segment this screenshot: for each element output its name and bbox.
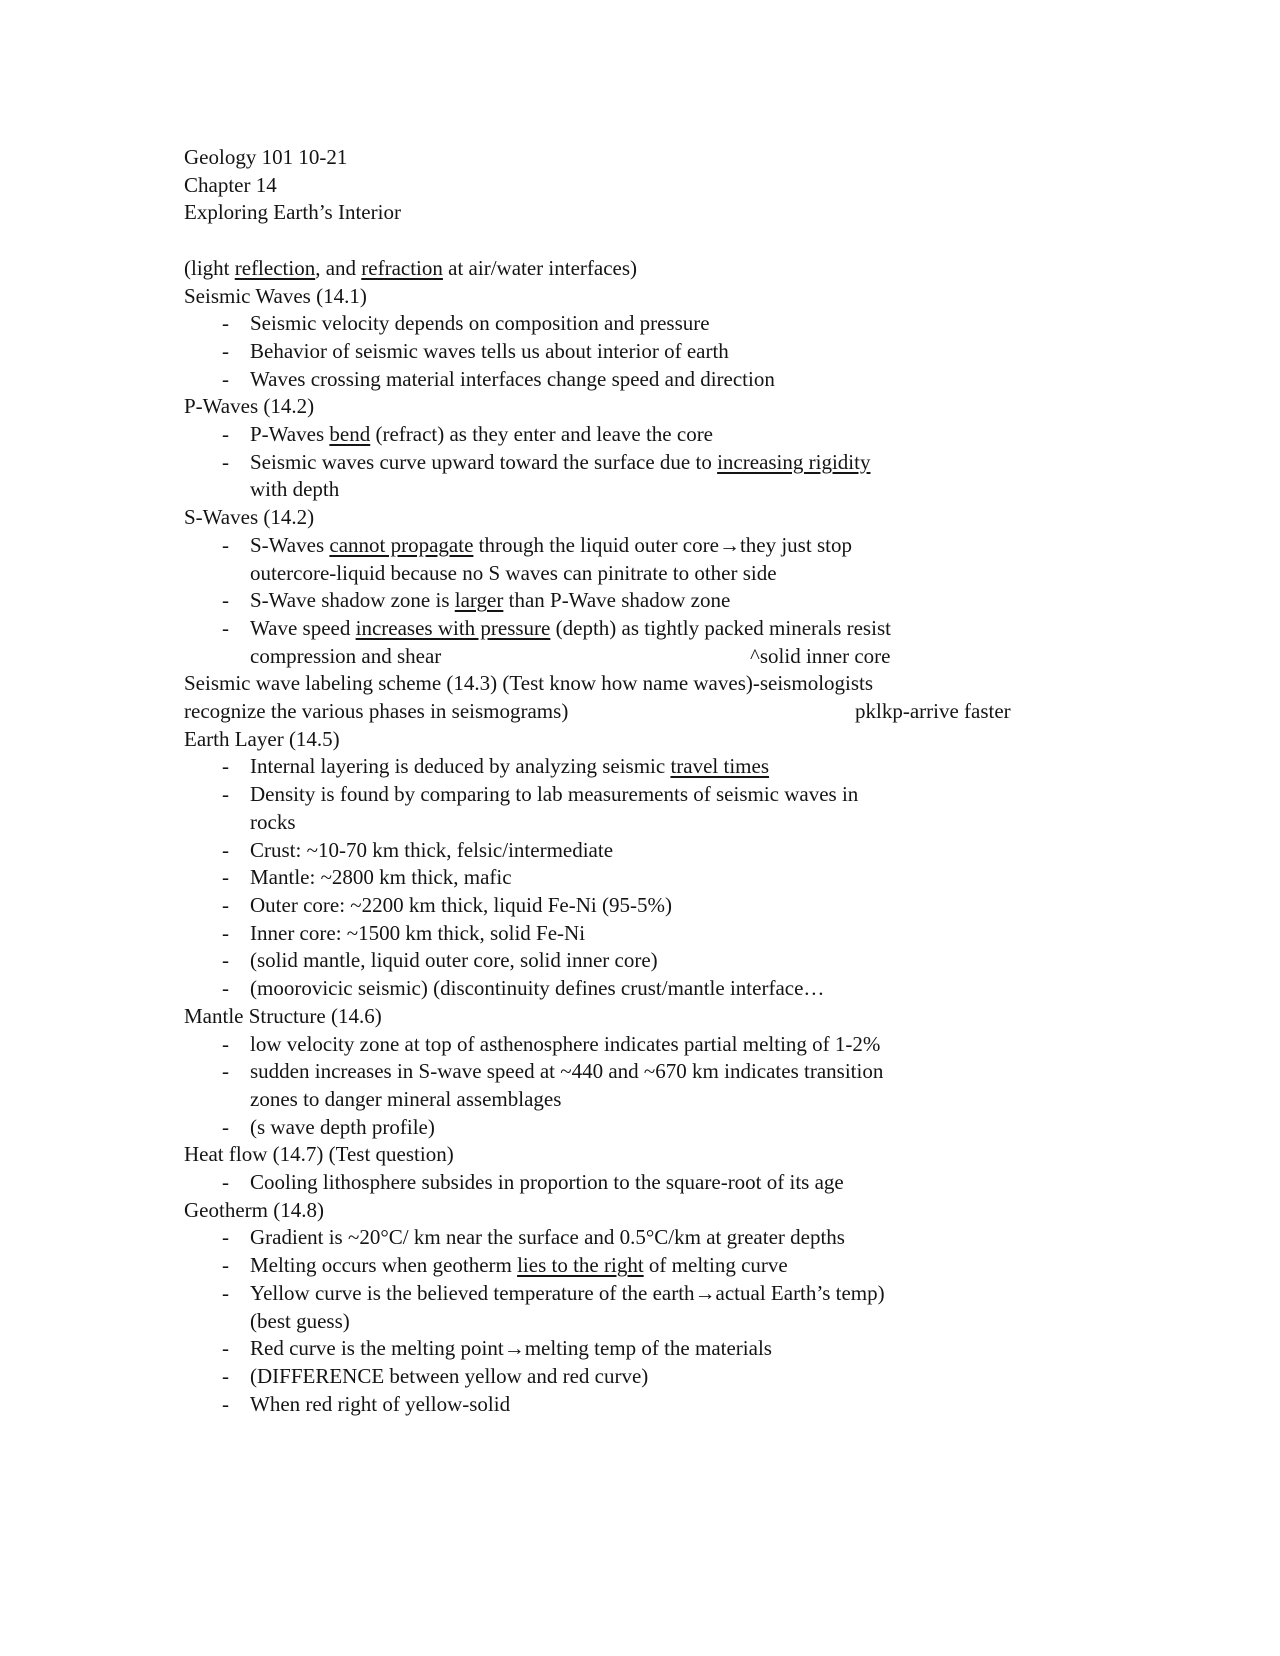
text-run: (moorovicic seismic) (discontinuity defines crust/mantle interface… [250, 976, 825, 1001]
bullet-dash: - [222, 782, 229, 807]
bullet-dash: - [222, 338, 229, 363]
text-run: Chapter 14 [184, 172, 277, 197]
bullet-dash: - [222, 1336, 229, 1361]
bullet-dash: - [222, 976, 229, 1001]
text-run: Cooling lithosphere subsides in proportion to the square-root of its age [250, 1170, 844, 1195]
doc-line [184, 587, 1084, 615]
doc-line [184, 920, 1084, 948]
underlined-text: larger [454, 588, 504, 613]
text-run: When red right of yellow-solid [250, 1391, 511, 1416]
text-run: Melting occurs when geotherm [250, 1253, 518, 1278]
text-run: Seismic velocity depends on composition and pressure [250, 311, 710, 336]
bullet-dash: - [222, 615, 229, 640]
doc-line [184, 476, 1084, 504]
text-run: (DIFFERENCE between yellow and red curve) [250, 1363, 649, 1388]
text-run: Internal layering is deduced by analyzing seismic [250, 754, 671, 779]
doc-line [184, 1308, 1084, 1336]
bullet-dash: - [222, 588, 229, 613]
text-run: zones to danger mineral assemblages [250, 1086, 562, 1111]
text-run: S-Waves [250, 532, 330, 557]
text-run: Crust: ~10-70 km thick, felsic/intermediate [250, 837, 614, 862]
doc-line [184, 144, 1084, 172]
doc-line [184, 1363, 1084, 1391]
text-run: Gradient is ~20°C/ km near the surface and 0.5°C/km at greater depths [250, 1225, 845, 1250]
underlined-text: increasing rigidity [717, 449, 871, 474]
doc-line [184, 172, 1084, 200]
text-run: Heat flow (14.7) (Test question) [184, 1142, 454, 1167]
doc-line [184, 892, 1084, 920]
bullet-dash: - [222, 422, 229, 447]
bullet-dash: - [222, 920, 229, 945]
margin-annotation: pklkp-arrive faster [855, 699, 1011, 724]
doc-line [184, 1031, 1084, 1059]
bullet-dash: - [222, 1363, 229, 1388]
bullet-dash: - [222, 837, 229, 862]
margin-annotation: ^solid inner core [750, 643, 891, 668]
text-run: , and [315, 255, 362, 280]
doc-line [184, 1224, 1084, 1252]
bullet-dash: - [222, 1280, 229, 1305]
text-run: (light [184, 255, 235, 280]
bullet-dash: - [222, 865, 229, 890]
bullet-dash: - [222, 532, 229, 557]
doc-line [184, 837, 1084, 865]
text-run: Seismic Waves (14.1) [184, 283, 367, 308]
underlined-text: travel times [670, 754, 770, 779]
text-run: Seismic wave labeling scheme (14.3) (Test know how name waves)-seismologists [184, 671, 874, 696]
text-run: Earth Layer (14.5) [184, 726, 340, 751]
doc-line [184, 1252, 1084, 1280]
text-run: rocks [250, 809, 296, 834]
text-run: outercore-liquid because no S waves can pinitrate to other side [250, 560, 777, 585]
text-run: Geology 101 10-21 [184, 145, 348, 169]
bullet-dash: - [222, 449, 229, 474]
text-run: at air/water interfaces) [442, 255, 638, 280]
text-run: Density is found by comparing to lab measurements of seismic waves in [250, 782, 859, 807]
doc-line [184, 1114, 1084, 1142]
doc-line [184, 615, 1084, 643]
doc-line [184, 1058, 1084, 1086]
doc-line [184, 532, 1084, 560]
bullet-dash: - [222, 948, 229, 973]
doc-line [184, 1280, 1084, 1308]
underlined-text: bend [329, 422, 371, 447]
text-run: Yellow curve is the believed temperature of the earth→actual Earth’s temp) [250, 1280, 885, 1305]
document-content [184, 144, 1084, 1418]
text-run: than P-Wave shadow zone [503, 588, 731, 613]
doc-line [184, 809, 1084, 837]
text-run: through the liquid outer core→they just stop [473, 532, 852, 557]
text-run: Red curve is the melting point→melting temp of the materials [250, 1336, 772, 1361]
doc-line [184, 560, 1084, 588]
text-run: P-Waves [250, 422, 330, 447]
text-run: of melting curve [643, 1253, 788, 1278]
underlined-text: lies to the right [517, 1253, 644, 1278]
underlined-text: reflection [234, 255, 316, 280]
doc-line [184, 449, 1084, 477]
doc-line [184, 975, 1084, 1003]
text-run: Wave speed [250, 615, 356, 640]
text-run: P-Waves (14.2) [184, 394, 315, 419]
doc-line [184, 338, 1084, 366]
doc-line [184, 1197, 1084, 1225]
doc-line [184, 393, 1084, 421]
text-run: Mantle Structure (14.6) [184, 1003, 382, 1028]
bullet-dash: - [222, 311, 229, 336]
doc-line [184, 283, 1084, 311]
text-run: Behavior of seismic waves tells us about interior of earth [250, 338, 729, 363]
text-run: Inner core: ~1500 km thick, solid Fe-Ni [250, 920, 586, 945]
bullet-dash: - [222, 754, 229, 779]
doc-line [184, 643, 1084, 671]
doc-line [184, 255, 1084, 283]
underlined-text: increases with pressure [355, 615, 551, 640]
doc-line [184, 366, 1084, 394]
bullet-dash: - [222, 1170, 229, 1195]
bullet-dash: - [222, 1059, 229, 1084]
text-run: (best guess) [250, 1308, 350, 1333]
text-run: Seismic waves curve upward toward the surface due to [250, 449, 718, 474]
doc-line [184, 864, 1084, 892]
underlined-text: refraction [361, 255, 443, 280]
doc-line [184, 1141, 1084, 1169]
bullet-dash: - [222, 1253, 229, 1278]
doc-line [184, 504, 1084, 532]
text-run: (depth) as tightly packed minerals resist [550, 615, 891, 640]
bullet-dash: - [222, 366, 229, 391]
bullet-dash: - [222, 1031, 229, 1056]
text-run: S-Wave shadow zone is [250, 588, 455, 613]
doc-line [184, 1335, 1084, 1363]
text-run: recognize the various phases in seismograms) [184, 699, 569, 724]
text-run: Waves crossing material interfaces change speed and direction [250, 366, 775, 391]
doc-line [184, 310, 1084, 338]
text-run: (s wave depth profile) [250, 1114, 435, 1139]
text-run: (solid mantle, liquid outer core, solid inner core) [250, 948, 658, 973]
underlined-text: cannot propagate [329, 532, 474, 557]
text-run: sudden increases in S-wave speed at ~440 and ~670 km indicates transition [250, 1059, 884, 1084]
doc-line [184, 1391, 1084, 1419]
doc-line [184, 421, 1084, 449]
bullet-dash: - [222, 1391, 229, 1416]
doc-line [184, 199, 1084, 227]
doc-line [184, 1086, 1084, 1114]
doc-line [184, 947, 1084, 975]
bullet-dash: - [222, 1225, 229, 1250]
text-run: compression and shear [250, 643, 442, 668]
text-run: Exploring Earth’s Interior [184, 200, 401, 225]
text-run: with depth [250, 477, 340, 502]
doc-line [184, 698, 1084, 726]
doc-line [184, 781, 1084, 809]
bullet-dash: - [222, 892, 229, 917]
bullet-dash: - [222, 1114, 229, 1139]
text-run: Geotherm (14.8) [184, 1197, 324, 1222]
doc-line [184, 1003, 1084, 1031]
text-run: (refract) as they enter and leave the core [370, 422, 714, 447]
doc-line [184, 753, 1084, 781]
doc-line [184, 1169, 1084, 1197]
text-run: Mantle: ~2800 km thick, mafic [250, 865, 512, 890]
text-run: Outer core: ~2200 km thick, liquid Fe-Ni (95-5%) [250, 892, 672, 917]
text-run: S-Waves (14.2) [184, 505, 315, 530]
text-run: low velocity zone at top of asthenosphere indicates partial melting of 1-2% [250, 1031, 881, 1056]
blank-line [184, 227, 1084, 255]
doc-line [184, 726, 1084, 754]
doc-line [184, 670, 1084, 698]
